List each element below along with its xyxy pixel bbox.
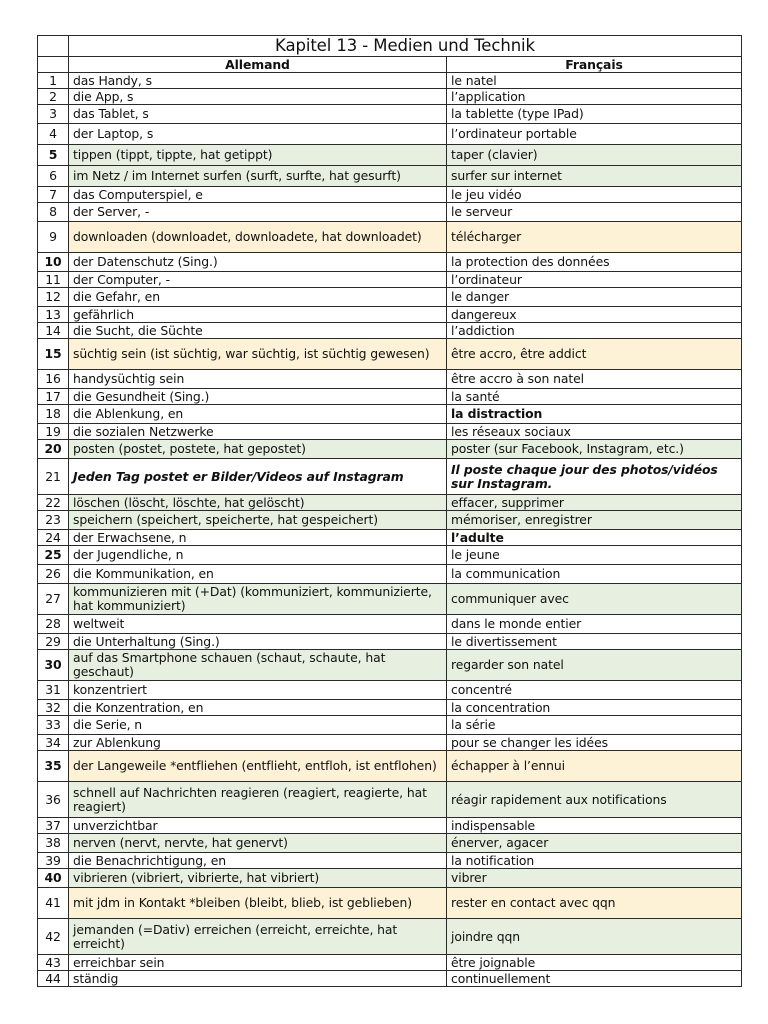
table-row bbox=[38, 818, 742, 834]
row-number: 36 bbox=[38, 782, 69, 818]
german-term: der Jugendliche, n bbox=[69, 546, 447, 565]
row-number: 6 bbox=[38, 166, 69, 187]
german-term: das Tablet, s bbox=[69, 105, 447, 124]
german-term: posten (postet, postete, hat gepostet) bbox=[69, 440, 447, 459]
row-number: 10 bbox=[38, 253, 69, 272]
french-term: indispensable bbox=[447, 818, 742, 834]
row-number: 14 bbox=[38, 323, 69, 339]
french-term: vibrer bbox=[447, 869, 742, 888]
german-term: die Serie, n bbox=[69, 716, 447, 735]
table-row bbox=[38, 615, 742, 634]
french-term: poster (sur Facebook, Instagram, etc.) bbox=[447, 440, 742, 459]
row-number: 31 bbox=[38, 681, 69, 700]
french-term: la série bbox=[447, 716, 742, 735]
french-term: effacer, supprimer bbox=[447, 495, 742, 511]
french-term: l’application bbox=[447, 89, 742, 105]
french-term: la distraction bbox=[447, 405, 742, 424]
row-number: 25 bbox=[38, 546, 69, 565]
french-term: continuellement bbox=[447, 971, 742, 987]
german-term: konzentriert bbox=[69, 681, 447, 700]
german-term: vibrieren (vibriert, vibrierte, hat vibriert) bbox=[69, 869, 447, 888]
french-term: énerver, agacer bbox=[447, 834, 742, 853]
table-row bbox=[38, 584, 742, 615]
table-row bbox=[38, 405, 742, 424]
table-row bbox=[38, 253, 742, 272]
french-term: l’addiction bbox=[447, 323, 742, 339]
french-term: taper (clavier) bbox=[447, 145, 742, 166]
german-term: der Server, - bbox=[69, 203, 447, 222]
row-number: 26 bbox=[38, 565, 69, 584]
french-term: l’ordinateur portable bbox=[447, 124, 742, 145]
row-number: 4 bbox=[38, 124, 69, 145]
vocabulary-table bbox=[37, 35, 742, 987]
french-term: dangereux bbox=[447, 307, 742, 323]
french-term: surfer sur internet bbox=[447, 166, 742, 187]
table-row bbox=[38, 288, 742, 307]
row-number: 11 bbox=[38, 272, 69, 288]
french-term: Il poste chaque jour des photos/vidéos sur Instagram. bbox=[447, 459, 742, 495]
table-row bbox=[38, 203, 742, 222]
table-row bbox=[38, 272, 742, 288]
table-row bbox=[38, 187, 742, 203]
table-row bbox=[38, 565, 742, 584]
german-term: zur Ablenkung bbox=[69, 735, 447, 751]
row-number: 12 bbox=[38, 288, 69, 307]
german-term: der Langeweile *entfliehen (entflieht, entfloh, ist entflohen) bbox=[69, 751, 447, 782]
row-number: 13 bbox=[38, 307, 69, 323]
table-row bbox=[38, 105, 742, 124]
table-row bbox=[38, 339, 742, 370]
german-term: der Erwachsene, n bbox=[69, 530, 447, 546]
german-term: die sozialen Netzwerke bbox=[69, 424, 447, 440]
french-term: la protection des données bbox=[447, 253, 742, 272]
row-number: 1 bbox=[38, 73, 69, 89]
german-term: schnell auf Nachrichten reagieren (reagiert, reagierte, hat reagiert) bbox=[69, 782, 447, 818]
french-term: communiquer avec bbox=[447, 584, 742, 615]
french-term: rester en contact avec qqn bbox=[447, 888, 742, 919]
header-num bbox=[38, 57, 69, 73]
row-number: 37 bbox=[38, 818, 69, 834]
german-term: Jeden Tag postet er Bilder/Videos auf Instagram bbox=[69, 459, 447, 495]
table-row bbox=[38, 853, 742, 869]
table-row bbox=[38, 370, 742, 389]
table-row bbox=[38, 323, 742, 339]
german-term: der Datenschutz (Sing.) bbox=[69, 253, 447, 272]
row-number: 20 bbox=[38, 440, 69, 459]
table-row bbox=[38, 511, 742, 530]
row-number: 2 bbox=[38, 89, 69, 105]
row-number: 22 bbox=[38, 495, 69, 511]
french-term: mémoriser, enregistrer bbox=[447, 511, 742, 530]
vocabulary-rows bbox=[38, 73, 742, 987]
french-term: dans le monde entier bbox=[447, 615, 742, 634]
table-row bbox=[38, 700, 742, 716]
table-row bbox=[38, 716, 742, 735]
german-term: die Konzentration, en bbox=[69, 700, 447, 716]
french-term: la communication bbox=[447, 565, 742, 584]
table-row bbox=[38, 634, 742, 650]
page-title: Kapitel 13 - Medien und Technik bbox=[69, 36, 742, 57]
german-term: die Sucht, die Süchte bbox=[69, 323, 447, 339]
row-number: 17 bbox=[38, 389, 69, 405]
row-number: 18 bbox=[38, 405, 69, 424]
row-number: 7 bbox=[38, 187, 69, 203]
title-row bbox=[38, 36, 742, 57]
french-term: le danger bbox=[447, 288, 742, 307]
german-term: downloaden (downloadet, downloadete, hat downloadet) bbox=[69, 222, 447, 253]
french-term: la notification bbox=[447, 853, 742, 869]
row-number: 33 bbox=[38, 716, 69, 735]
german-term: mit jdm in Kontakt *bleiben (bleibt, blieb, ist geblieben) bbox=[69, 888, 447, 919]
german-term: die App, s bbox=[69, 89, 447, 105]
table-row bbox=[38, 971, 742, 987]
german-term: auf das Smartphone schauen (schaut, schaute, hat geschaut) bbox=[69, 650, 447, 681]
german-term: löschen (löscht, löschte, hat gelöscht) bbox=[69, 495, 447, 511]
row-number: 29 bbox=[38, 634, 69, 650]
table-row bbox=[38, 869, 742, 888]
table-row bbox=[38, 681, 742, 700]
french-term: concentré bbox=[447, 681, 742, 700]
row-number: 41 bbox=[38, 888, 69, 919]
german-term: nerven (nervt, nervte, hat genervt) bbox=[69, 834, 447, 853]
german-term: tippen (tippt, tippte, hat getippt) bbox=[69, 145, 447, 166]
row-number: 9 bbox=[38, 222, 69, 253]
french-term: le serveur bbox=[447, 203, 742, 222]
header-german: Allemand bbox=[69, 57, 447, 73]
german-term: das Handy, s bbox=[69, 73, 447, 89]
german-term: ständig bbox=[69, 971, 447, 987]
french-term: échapper à l’ennui bbox=[447, 751, 742, 782]
french-term: les réseaux sociaux bbox=[447, 424, 742, 440]
row-number: 3 bbox=[38, 105, 69, 124]
table-row bbox=[38, 546, 742, 565]
table-row bbox=[38, 307, 742, 323]
french-term: la concentration bbox=[447, 700, 742, 716]
row-number: 15 bbox=[38, 339, 69, 370]
german-term: der Laptop, s bbox=[69, 124, 447, 145]
french-term: être accro, être addict bbox=[447, 339, 742, 370]
french-term: télécharger bbox=[447, 222, 742, 253]
row-number: 16 bbox=[38, 370, 69, 389]
german-term: die Gefahr, en bbox=[69, 288, 447, 307]
german-term: die Ablenkung, en bbox=[69, 405, 447, 424]
table-row bbox=[38, 166, 742, 187]
german-term: unverzichtbar bbox=[69, 818, 447, 834]
title-blank-cell bbox=[38, 36, 69, 57]
row-number: 27 bbox=[38, 584, 69, 615]
german-term: die Gesundheit (Sing.) bbox=[69, 389, 447, 405]
german-term: kommunizieren mit (+Dat) (kommuniziert, kommunizierte, hat kommuniziert) bbox=[69, 584, 447, 615]
row-number: 39 bbox=[38, 853, 69, 869]
german-term: speichern (speichert, speicherte, hat gespeichert) bbox=[69, 511, 447, 530]
german-term: erreichbar sein bbox=[69, 955, 447, 971]
table-row bbox=[38, 919, 742, 955]
row-number: 23 bbox=[38, 511, 69, 530]
row-number: 35 bbox=[38, 751, 69, 782]
french-term: la santé bbox=[447, 389, 742, 405]
german-term: jemanden (=Dativ) erreichen (erreicht, erreichte, hat erreicht) bbox=[69, 919, 447, 955]
german-term: der Computer, - bbox=[69, 272, 447, 288]
french-term: le divertissement bbox=[447, 634, 742, 650]
row-number: 30 bbox=[38, 650, 69, 681]
french-term: le natel bbox=[447, 73, 742, 89]
table-row bbox=[38, 145, 742, 166]
row-number: 28 bbox=[38, 615, 69, 634]
german-term: die Benachrichtigung, en bbox=[69, 853, 447, 869]
german-term: süchtig sein (ist süchtig, war süchtig, ist süchtig gewesen) bbox=[69, 339, 447, 370]
header-row bbox=[38, 57, 742, 73]
french-term: joindre qqn bbox=[447, 919, 742, 955]
german-term: weltweit bbox=[69, 615, 447, 634]
row-number: 32 bbox=[38, 700, 69, 716]
row-number: 42 bbox=[38, 919, 69, 955]
german-term: die Kommunikation, en bbox=[69, 565, 447, 584]
table-row bbox=[38, 89, 742, 105]
table-row bbox=[38, 782, 742, 818]
french-term: la tablette (type IPad) bbox=[447, 105, 742, 124]
row-number: 19 bbox=[38, 424, 69, 440]
table-row bbox=[38, 751, 742, 782]
row-number: 40 bbox=[38, 869, 69, 888]
table-row bbox=[38, 735, 742, 751]
table-row bbox=[38, 459, 742, 495]
french-term: le jeune bbox=[447, 546, 742, 565]
german-term: im Netz / im Internet surfen (surft, surfte, hat gesurft) bbox=[69, 166, 447, 187]
table-row bbox=[38, 124, 742, 145]
french-term: l’ordinateur bbox=[447, 272, 742, 288]
table-row bbox=[38, 888, 742, 919]
french-term: pour se changer les idées bbox=[447, 735, 742, 751]
row-number: 38 bbox=[38, 834, 69, 853]
row-number: 34 bbox=[38, 735, 69, 751]
french-term: regarder son natel bbox=[447, 650, 742, 681]
table-row bbox=[38, 530, 742, 546]
french-term: réagir rapidement aux notifications bbox=[447, 782, 742, 818]
table-row bbox=[38, 650, 742, 681]
table-row bbox=[38, 389, 742, 405]
table-row bbox=[38, 440, 742, 459]
row-number: 24 bbox=[38, 530, 69, 546]
german-term: das Computerspiel, e bbox=[69, 187, 447, 203]
german-term: die Unterhaltung (Sing.) bbox=[69, 634, 447, 650]
table-row bbox=[38, 834, 742, 853]
table-row bbox=[38, 222, 742, 253]
row-number: 44 bbox=[38, 971, 69, 987]
header-french: Français bbox=[447, 57, 742, 73]
row-number: 43 bbox=[38, 955, 69, 971]
row-number: 21 bbox=[38, 459, 69, 495]
french-term: le jeu vidéo bbox=[447, 187, 742, 203]
row-number: 5 bbox=[38, 145, 69, 166]
french-term: l’adulte bbox=[447, 530, 742, 546]
table-row bbox=[38, 424, 742, 440]
row-number: 8 bbox=[38, 203, 69, 222]
german-term: gefährlich bbox=[69, 307, 447, 323]
french-term: être accro à son natel bbox=[447, 370, 742, 389]
table-row bbox=[38, 955, 742, 971]
table-row bbox=[38, 73, 742, 89]
table-row bbox=[38, 495, 742, 511]
french-term: être joignable bbox=[447, 955, 742, 971]
german-term: handysüchtig sein bbox=[69, 370, 447, 389]
